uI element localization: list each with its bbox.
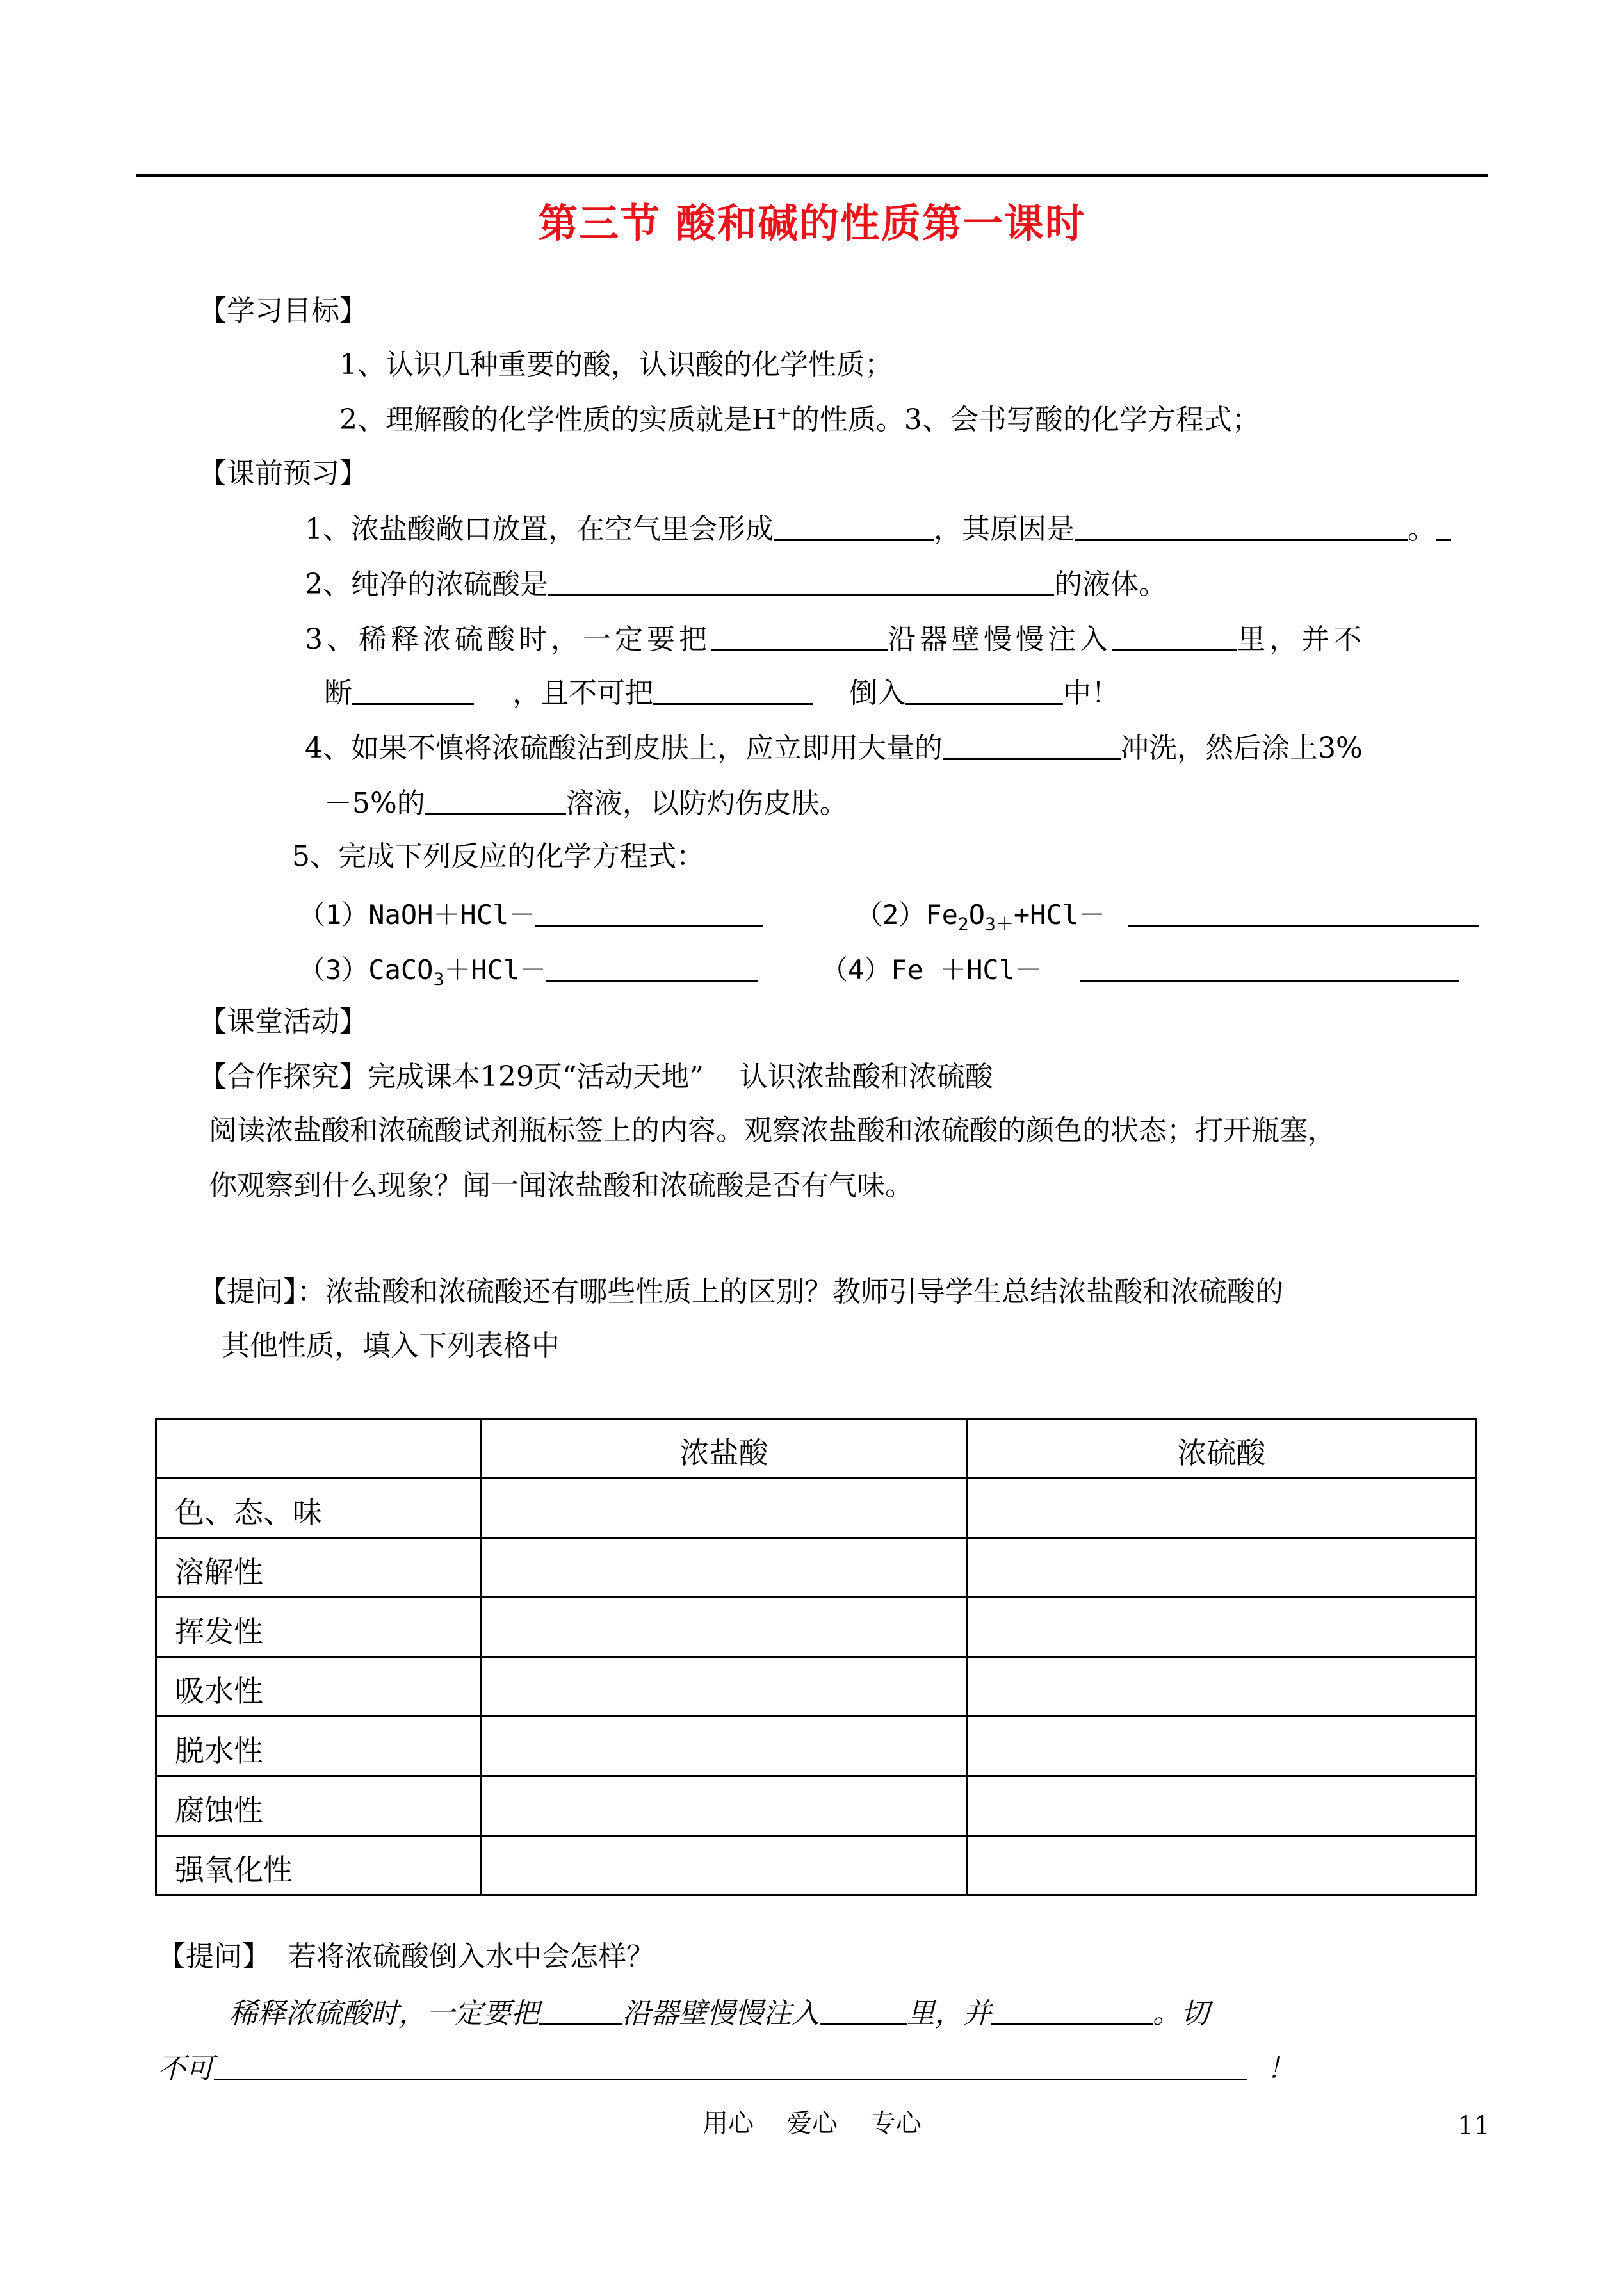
- blank[interactable]: [943, 733, 1121, 760]
- table-cell[interactable]: [967, 1538, 1477, 1598]
- blank[interactable]: [539, 1998, 622, 2025]
- activity-heading: 【课堂活动】: [199, 1005, 368, 1038]
- table-header: [156, 1419, 482, 1479]
- footer-motto: 用心 爱心 专心: [702, 2109, 922, 2138]
- page-title: 第三节 酸和碱的性质第一课时: [538, 200, 1086, 247]
- row-label: 腐蚀性: [156, 1776, 482, 1836]
- table-cell[interactable]: [967, 1479, 1477, 1538]
- activity-para-1: 阅读浓盐酸和浓硫酸试剂瓶标签上的内容。观察浓盐酸和浓硫酸的颜色的状态；打开瓶塞，: [209, 1114, 1336, 1147]
- table-row: [156, 1598, 1477, 1657]
- preview-q2: 2、纯净的浓硫酸是 的液体。: [305, 568, 1167, 601]
- activity-para-2: 你观察到什么现象？闻一闻浓盐酸和浓硫酸是否有气味。: [209, 1169, 913, 1202]
- blank[interactable]: [1075, 514, 1408, 541]
- preview-q3-cont: 断 ，且不可把 倒入 中！: [324, 677, 1119, 710]
- blank[interactable]: [1080, 954, 1459, 982]
- page-number: 11: [1458, 2111, 1490, 2141]
- question-line-1: 【提问】：浓盐酸和浓硫酸还有哪些性质上的区别？教师引导学生总结浓盐酸和浓硫酸的: [199, 1276, 1283, 1308]
- table-cell[interactable]: [482, 1479, 967, 1538]
- table-row: [156, 1776, 1477, 1836]
- blank[interactable]: [546, 954, 758, 982]
- blank[interactable]: [1112, 624, 1237, 651]
- equation-4: （4）Fe ＋HCl－: [821, 954, 1459, 984]
- table-cell[interactable]: [482, 1538, 967, 1598]
- table-cell[interactable]: [482, 1836, 967, 1895]
- blank[interactable]: [352, 677, 474, 705]
- table-cell[interactable]: [482, 1598, 967, 1657]
- table-cell[interactable]: [967, 1598, 1477, 1657]
- table-header-row: [156, 1419, 1477, 1479]
- blank[interactable]: [653, 677, 813, 705]
- table-cell[interactable]: [967, 1776, 1477, 1836]
- row-label: 脱水性: [156, 1717, 482, 1776]
- table-cell[interactable]: [967, 1836, 1477, 1895]
- goals-heading: 【学习目标】: [199, 295, 368, 327]
- preview-q1: 1、浓盐酸敞口放置，在空气里会形成 ，其原因是 。: [305, 514, 1451, 544]
- table-row: [156, 1538, 1477, 1598]
- blank[interactable]: [991, 1998, 1153, 2025]
- table-header: 浓硫酸: [967, 1419, 1477, 1479]
- table-header: 浓盐酸: [482, 1419, 967, 1479]
- table-row: [156, 1657, 1477, 1717]
- equation-1: （1）NaOH＋HCl－: [298, 899, 763, 929]
- table-cell[interactable]: [482, 1657, 967, 1717]
- final-question: 【提问】 若将浓硫酸倒入水中会怎样？: [158, 1940, 654, 1973]
- table-cell[interactable]: [482, 1776, 967, 1836]
- row-label: 强氧化性: [156, 1836, 482, 1895]
- row-label: 吸水性: [156, 1657, 482, 1717]
- equation-3: （3）CaCO$_3$＋HCl－: [298, 954, 758, 984]
- equation-2: $(2)Fe_2O_{3+}+HCl-$: [856, 899, 1479, 929]
- row-label: 挥发性: [156, 1598, 482, 1657]
- preview-q4: 4、如果不慎将浓硫酸沾到皮肤上，应立即用大量的 冲洗，然后涂上3%: [305, 732, 1363, 765]
- blank[interactable]: [774, 514, 934, 541]
- row-label: 色、态、味: [156, 1479, 482, 1538]
- blank[interactable]: [820, 1998, 907, 2025]
- blank[interactable]: [711, 624, 888, 651]
- table-row: [156, 1836, 1477, 1895]
- table-row: [156, 1717, 1477, 1776]
- properties-table: [155, 1418, 1477, 1896]
- blank[interactable]: [425, 788, 566, 815]
- blank[interactable]: [905, 677, 1063, 705]
- blank[interactable]: [548, 569, 1054, 596]
- question-line-2: 其他性质，填入下列表格中: [222, 1329, 560, 1362]
- blank[interactable]: [1128, 899, 1479, 927]
- preview-q5: 5、完成下列反应的化学方程式：: [292, 840, 704, 873]
- goal-item-2: 2、理解酸的化学性质的实质就是H+的性质。3、会书写酸的化学方程式；: [339, 402, 1260, 436]
- header-rule: [136, 174, 1488, 177]
- final-line-1: 稀释浓硫酸时，一定要把 沿器壁慢慢注入 里，并 。切: [229, 1997, 1209, 2030]
- preview-q4-cont: －5%的 溶液，以防灼伤皮肤。: [324, 787, 848, 820]
- coop-line: 【合作探究】完成课本129页“活动天地” 认识浓盐酸和浓硫酸: [199, 1060, 993, 1093]
- final-line-2: 不可 ！: [158, 2052, 1295, 2085]
- blank[interactable]: [535, 899, 763, 927]
- blank[interactable]: [1436, 514, 1451, 541]
- table-cell[interactable]: [967, 1657, 1477, 1717]
- goal-item-1: 1、认识几种重要的酸，认识酸的化学性质；: [339, 348, 893, 381]
- preview-heading: 【课前预习】: [199, 457, 368, 490]
- table-row: [156, 1479, 1477, 1538]
- table-cell[interactable]: [482, 1717, 967, 1776]
- row-label: 溶解性: [156, 1538, 482, 1598]
- table-cell[interactable]: [967, 1717, 1477, 1776]
- blank[interactable]: [214, 2053, 1247, 2080]
- preview-q3: 3、稀释浓硫酸时，一定要把 沿器壁慢慢注入 里，并不: [305, 623, 1365, 656]
